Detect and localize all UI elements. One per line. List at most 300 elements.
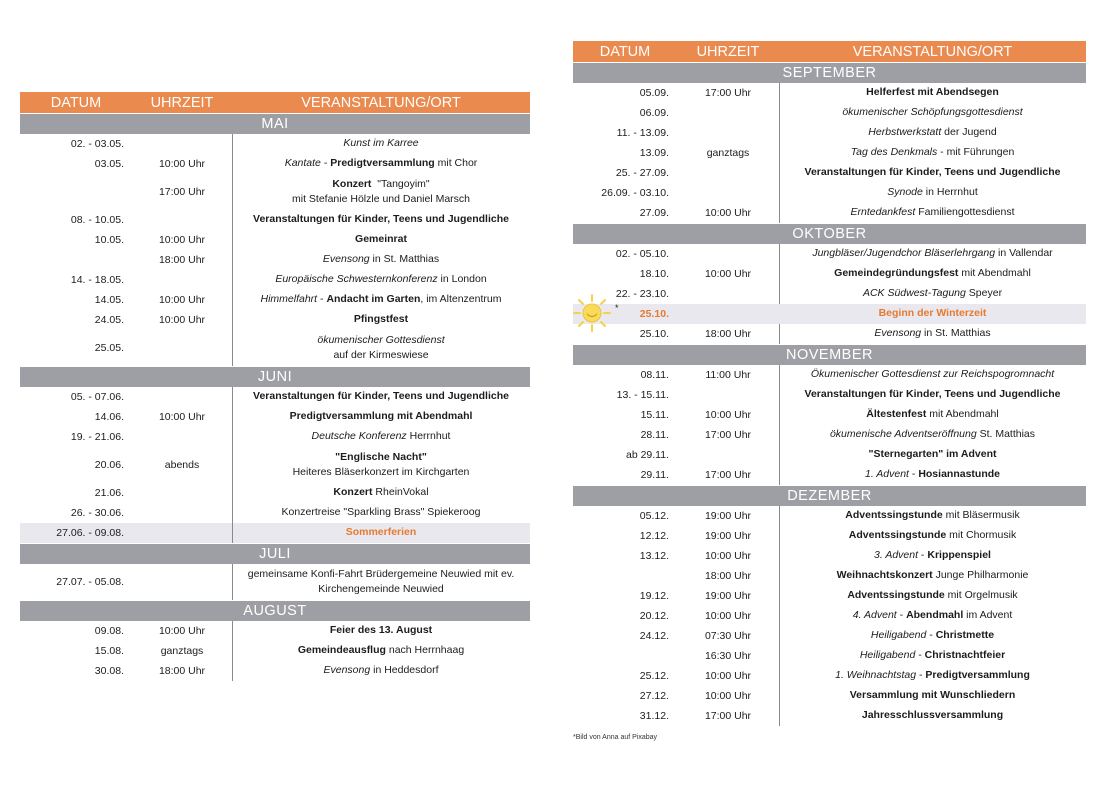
- event-title: [232, 567, 530, 597]
- event-text: Adventssingstunde: [848, 529, 947, 542]
- event-title: [779, 668, 1086, 683]
- event-title: [232, 272, 530, 287]
- event-text: Heiteres Bläserkonzert im Kirchgarten: [292, 466, 470, 478]
- event-time: 17:00 Uhr: [704, 87, 752, 99]
- event-text: Pfingstfest: [353, 313, 409, 326]
- event-text: Europäische Schwesternkonferenz: [275, 273, 438, 286]
- event-text: Deutsche Konferenz: [311, 430, 407, 443]
- event-row: [20, 427, 530, 447]
- event-row: [573, 566, 1086, 586]
- event-text: Herbstwerkstatt: [868, 126, 942, 139]
- event-row: [573, 405, 1086, 425]
- event-date: 27.09.: [639, 207, 669, 219]
- event-time: 10:00 Uhr: [704, 610, 752, 622]
- right-schedule-table: [573, 41, 1086, 726]
- event-line: [871, 628, 994, 643]
- event-date: 10.05.: [94, 234, 124, 246]
- event-text: der Jugend: [941, 126, 997, 139]
- event-line: [887, 185, 977, 200]
- column-divider: [779, 365, 780, 485]
- event-text: -: [317, 293, 327, 306]
- event-title: [232, 212, 530, 227]
- event-time: 10:00 Uhr: [158, 158, 206, 170]
- event-line: [275, 272, 486, 287]
- event-title: [779, 165, 1086, 180]
- event-line: [290, 409, 473, 424]
- event-row: [573, 465, 1086, 485]
- event-line: [332, 177, 429, 192]
- event-date: 03.05.: [94, 158, 124, 170]
- event-title: [779, 648, 1086, 663]
- event-title: [232, 485, 530, 500]
- header-datum: DATUM: [599, 43, 651, 60]
- event-text: in Herrnhut: [922, 186, 978, 199]
- event-text: nach Herrnhaag: [385, 644, 465, 657]
- month-rows: [20, 621, 530, 681]
- event-title: [232, 312, 530, 327]
- event-title: [232, 663, 530, 678]
- event-title: [232, 292, 530, 307]
- event-line: [805, 387, 1061, 402]
- event-date: 28.11.: [640, 429, 669, 441]
- event-line: [842, 105, 1022, 120]
- event-line: [845, 508, 1019, 523]
- event-title: [779, 367, 1086, 382]
- month-bar: SEPTEMBER: [573, 63, 1086, 83]
- event-line: [835, 668, 1030, 683]
- month-rows: [573, 83, 1086, 223]
- event-title: [779, 708, 1086, 723]
- event-text: Adventssingstunde: [847, 589, 945, 602]
- event-time: 18:00 Uhr: [704, 570, 752, 582]
- event-text: in St. Matthias: [921, 327, 991, 340]
- event-date: 26. - 30.06.: [70, 507, 124, 519]
- month-rows: [20, 564, 530, 600]
- event-line: [346, 525, 417, 540]
- event-text: Evensong: [874, 327, 922, 340]
- event-date: 19.12.: [639, 590, 669, 602]
- event-date: 11. - 13.09.: [616, 127, 669, 139]
- event-text: Predigtversammlung: [330, 157, 435, 170]
- event-title: [232, 156, 530, 171]
- event-row: [573, 706, 1086, 726]
- event-time: 19:00 Uhr: [704, 590, 752, 602]
- event-date: 19. - 21.06.: [70, 431, 124, 443]
- event-title: [779, 608, 1086, 623]
- month-bar: OKTOBER: [573, 224, 1086, 244]
- event-title: [232, 643, 530, 658]
- event-row: [20, 523, 530, 543]
- event-line: [862, 708, 1003, 723]
- event-line: [293, 465, 470, 480]
- event-title: [779, 85, 1086, 100]
- month-bar: JULI: [20, 544, 530, 564]
- event-text: Evensong: [323, 664, 371, 677]
- event-date: 05.09.: [639, 87, 669, 99]
- event-text: in Vallendar: [995, 247, 1053, 260]
- event-title: [779, 528, 1086, 543]
- event-row: [20, 503, 530, 523]
- event-row: [20, 564, 530, 600]
- event-text: "Tangoyim": [371, 177, 430, 190]
- event-time: 10:00 Uhr: [704, 409, 752, 421]
- footnote-star: *: [615, 303, 619, 313]
- event-text: mit Abendmahl: [958, 267, 1031, 280]
- event-line: [335, 450, 427, 465]
- event-text: Speyer: [965, 287, 1003, 300]
- event-title: [232, 429, 530, 444]
- event-date: 20.12.: [639, 610, 669, 622]
- event-text: Jungbläser/Jugendchor Bläserlehrgang: [812, 247, 996, 260]
- event-time: 10:00 Uhr: [158, 411, 206, 423]
- event-row: [573, 103, 1086, 123]
- event-text: Abendmahl: [906, 609, 964, 622]
- event-line: [874, 326, 990, 341]
- event-line: [312, 429, 451, 444]
- event-text: Veranstaltungen für Kinder, Teens und Jugendliche: [253, 390, 509, 403]
- event-text: in London: [437, 273, 487, 286]
- event-date: ab 29.11.: [625, 449, 669, 461]
- event-text: mit Bläsermusik: [942, 509, 1020, 522]
- table-header: [573, 41, 1086, 62]
- event-text: Gemeindeausflug: [297, 644, 386, 657]
- event-text: Hosiannastunde: [918, 468, 1000, 481]
- event-text: -: [915, 649, 925, 662]
- event-row: [20, 483, 530, 503]
- event-date: 09.08.: [94, 625, 124, 637]
- event-time: 10:00 Uhr: [704, 670, 752, 682]
- event-line: [860, 648, 1005, 663]
- event-title: [779, 688, 1086, 703]
- event-line: [851, 145, 1015, 160]
- event-row: [20, 210, 530, 230]
- event-date: 08. - 10.05.: [70, 214, 124, 226]
- event-row: [573, 385, 1086, 405]
- event-time: 17:00 Uhr: [704, 469, 752, 481]
- event-title: [779, 326, 1086, 341]
- header-veranstaltung: VERANSTALTUNG/ORT: [852, 43, 1013, 60]
- event-text: Gemeindegründungsfest: [834, 267, 959, 280]
- event-text: RheinVokal: [372, 486, 429, 499]
- event-time: ganztags: [160, 645, 204, 657]
- event-line: [868, 447, 996, 462]
- event-row: [573, 586, 1086, 606]
- month-rows: [20, 134, 530, 366]
- event-line: [879, 306, 987, 321]
- event-line: [317, 333, 444, 348]
- event-line: [318, 582, 444, 597]
- event-text: Adventssingstunde: [845, 509, 943, 522]
- event-title: [779, 548, 1086, 563]
- event-title: [779, 628, 1086, 643]
- event-line: [834, 266, 1031, 281]
- event-text: Tag des Denkmals: [850, 146, 938, 159]
- event-text: "Sternegarten" im Advent: [868, 448, 997, 461]
- event-text: Konzertreise "Sparkling Brass" Spiekeroog: [281, 506, 481, 519]
- event-title: [232, 409, 530, 424]
- event-row: [20, 330, 530, 366]
- event-date: 15.08.: [94, 645, 124, 657]
- event-text: auf der Kirmeswiese: [333, 349, 429, 361]
- event-text: mit Chor: [434, 157, 478, 170]
- event-text: Ältestenfest: [866, 408, 927, 421]
- event-text: Gemeinrat: [355, 233, 407, 246]
- event-date: 12.12.: [639, 530, 669, 542]
- event-row: [20, 230, 530, 250]
- event-time: ganztags: [706, 147, 750, 159]
- event-time: 11:00 Uhr: [705, 369, 751, 381]
- event-date: 25. - 27.09.: [615, 167, 669, 179]
- event-time: 17:00 Uhr: [704, 429, 752, 441]
- event-line: [343, 136, 418, 151]
- event-text: Ökumenischer Gottesdienst zur Reichspogromnacht: [810, 368, 1055, 381]
- event-line: [285, 156, 478, 171]
- event-text: Veranstaltungen für Kinder, Teens und Jugendliche: [253, 213, 509, 226]
- event-row: [573, 365, 1086, 385]
- event-date: 02. - 03.05.: [70, 138, 124, 150]
- event-date: 31.12.: [639, 710, 669, 722]
- event-row: [573, 666, 1086, 686]
- event-date: 14.05.: [94, 294, 124, 306]
- event-line: [253, 389, 509, 404]
- sun-icon: [572, 293, 612, 333]
- event-line: [837, 568, 1029, 583]
- event-date: 24.05.: [94, 314, 124, 326]
- event-text: mit Orgelmusik: [944, 589, 1018, 602]
- event-title: [779, 508, 1086, 523]
- event-line: [333, 485, 428, 500]
- event-row: [573, 425, 1086, 445]
- event-line: [849, 528, 1016, 543]
- event-text: St. Matthias: [976, 428, 1036, 441]
- event-row: [573, 526, 1086, 546]
- event-time: 10:00 Uhr: [704, 207, 752, 219]
- event-row: [20, 641, 530, 661]
- event-text: Veranstaltungen für Kinder, Teens und Jugendliche: [804, 166, 1061, 179]
- event-title: [779, 286, 1086, 301]
- event-date: 05.12.: [639, 510, 669, 522]
- event-text: in Heddesdorf: [370, 664, 439, 677]
- event-row: [20, 174, 530, 210]
- event-line: [874, 548, 991, 563]
- event-time: abends: [164, 459, 200, 471]
- header-uhrzeit: UHRZEIT: [696, 43, 760, 60]
- event-text: in St. Matthias: [369, 253, 440, 266]
- event-text: ökumenische Adventseröffnung: [829, 428, 977, 441]
- event-title: [779, 266, 1086, 281]
- event-row: [20, 621, 530, 641]
- event-text: -: [916, 669, 926, 682]
- event-text: mit Chormusik: [946, 529, 1017, 542]
- event-title: [232, 450, 530, 480]
- event-text: Andacht im Garten: [326, 293, 421, 306]
- event-line: [830, 427, 1035, 442]
- event-text: Feier des 13. August: [329, 624, 433, 637]
- event-text: Sommerferien: [345, 526, 417, 539]
- event-text: Weihnachtskonzert: [836, 569, 933, 582]
- event-line: [253, 212, 509, 227]
- event-time: 19:00 Uhr: [704, 530, 752, 542]
- event-text: - mit Führungen: [937, 146, 1015, 159]
- event-line: [261, 292, 502, 307]
- event-line: [333, 348, 428, 363]
- event-title: [779, 447, 1086, 462]
- event-row: [20, 250, 530, 270]
- event-title: [232, 505, 530, 520]
- event-date: 05. - 07.06.: [70, 391, 124, 403]
- event-text: Heiligabend: [870, 629, 927, 642]
- event-line: [865, 467, 1000, 482]
- event-time: 18:00 Uhr: [158, 254, 206, 266]
- event-row: [20, 134, 530, 154]
- event-row: [573, 143, 1086, 163]
- column-divider: [232, 564, 233, 600]
- event-title: [779, 568, 1086, 583]
- month-bar: MAI: [20, 114, 530, 134]
- event-text: Heiligabend: [859, 649, 916, 662]
- event-row: [20, 270, 530, 290]
- event-line: [805, 165, 1061, 180]
- event-title: [779, 125, 1086, 140]
- event-text: Erntedankfest: [850, 206, 916, 219]
- header-datum: DATUM: [50, 94, 102, 111]
- event-text: gemeinsame Konfi-Fahrt Brüdergemeine Neuwied mit ev.: [247, 567, 515, 580]
- event-time: 10:00 Uhr: [158, 625, 206, 637]
- event-text: Evensong: [322, 253, 370, 266]
- event-text: Kantate: [284, 157, 321, 170]
- event-title: [779, 387, 1086, 402]
- event-line: [282, 505, 481, 520]
- event-row: [573, 123, 1086, 143]
- event-date: 13. - 15.11.: [616, 389, 669, 401]
- event-text: -: [908, 468, 919, 481]
- event-row: [20, 290, 530, 310]
- event-date: 14.06.: [94, 411, 124, 423]
- event-row: [573, 646, 1086, 666]
- event-line: [866, 407, 998, 422]
- event-line: [866, 85, 999, 100]
- event-text: , im Altenzentrum: [420, 293, 502, 306]
- event-line: [811, 367, 1054, 382]
- event-line: [868, 125, 996, 140]
- event-text: ökumenischer Schöpfungsgottesdienst: [842, 106, 1023, 119]
- event-title: [779, 306, 1086, 321]
- event-date: 25.10.: [639, 308, 669, 320]
- event-title: [232, 136, 530, 151]
- event-text: "Englische Nacht": [335, 450, 427, 463]
- event-date: 21.06.: [94, 487, 124, 499]
- event-text: im Advent: [963, 609, 1013, 622]
- event-row: [20, 387, 530, 407]
- month-rows: [573, 365, 1086, 485]
- event-line: [355, 232, 407, 247]
- event-date: 25.05.: [94, 342, 124, 354]
- event-line: [812, 246, 1052, 261]
- event-date: 14. - 18.05.: [70, 274, 124, 286]
- event-date: 02. - 05.10.: [615, 248, 669, 260]
- event-text: mit Stefanie Hölzle und Daniel Marsch: [292, 193, 470, 205]
- event-row: [573, 445, 1086, 465]
- event-time: 18:00 Uhr: [158, 665, 206, 677]
- month-bar: DEZEMBER: [573, 486, 1086, 506]
- event-row: [20, 407, 530, 427]
- event-text: 4. Advent: [852, 609, 897, 622]
- event-row: [573, 546, 1086, 566]
- event-title: [779, 427, 1086, 442]
- event-text: Veranstaltungen für Kinder, Teens und Jugendliche: [804, 388, 1061, 401]
- event-date: 15.11.: [640, 409, 669, 421]
- event-text: Familiengottesdienst: [915, 206, 1015, 219]
- event-line: [298, 643, 464, 658]
- event-title: [779, 185, 1086, 200]
- event-title: [779, 145, 1086, 160]
- header-veranstaltung: VERANSTALTUNG/ORT: [301, 94, 461, 111]
- event-date: 13.12.: [639, 550, 669, 562]
- event-row: [573, 324, 1086, 344]
- event-text: Synode: [887, 186, 923, 199]
- event-text: Predigtversammlung: [925, 669, 1030, 682]
- column-divider: [232, 621, 233, 681]
- event-date: 27.12.: [639, 690, 669, 702]
- event-row: [573, 244, 1086, 264]
- event-title: [779, 205, 1086, 220]
- event-title: [779, 105, 1086, 120]
- event-time: 10:00 Uhr: [704, 550, 752, 562]
- event-text: Konzert: [332, 177, 372, 190]
- event-row: [573, 83, 1086, 103]
- event-text: Christmette: [935, 629, 995, 642]
- event-time: 10:00 Uhr: [158, 234, 206, 246]
- event-date: 25.10.: [639, 328, 669, 340]
- month-bar: JUNI: [20, 367, 530, 387]
- event-text: -: [896, 609, 907, 622]
- month-bar: AUGUST: [20, 601, 530, 621]
- event-title: [232, 623, 530, 638]
- event-text: Predigtversammlung mit Abendmahl: [289, 410, 473, 423]
- event-title: [779, 246, 1086, 261]
- event-title: [779, 467, 1086, 482]
- column-divider: [779, 244, 780, 344]
- table-header: [20, 92, 530, 113]
- event-row: [573, 203, 1086, 223]
- event-row: [573, 163, 1086, 183]
- event-text: Jahresschlussversammlung: [861, 709, 1004, 722]
- event-date: 13.09.: [639, 147, 669, 159]
- event-text: Junge Philharmonie: [932, 569, 1029, 582]
- event-row: [573, 686, 1086, 706]
- event-date: 06.09.: [639, 107, 669, 119]
- event-line: [248, 567, 515, 582]
- event-text: Himmelfahrt: [260, 293, 318, 306]
- event-row: [573, 304, 1086, 324]
- event-date: 29.11.: [640, 469, 669, 481]
- column-divider: [232, 134, 233, 366]
- event-title: [232, 252, 530, 267]
- event-text: 3. Advent: [874, 549, 919, 562]
- event-line: [324, 663, 439, 678]
- event-text: Konzert: [333, 486, 373, 499]
- event-text: -: [926, 629, 936, 642]
- event-title: [779, 588, 1086, 603]
- event-time: 10:00 Uhr: [704, 690, 752, 702]
- column-divider: [779, 83, 780, 223]
- event-date: 25.12.: [639, 670, 669, 682]
- event-text: -: [918, 549, 928, 562]
- event-text: ACK Südwest-Tagung: [862, 287, 966, 300]
- event-line: [323, 252, 439, 267]
- event-line: [354, 312, 408, 327]
- event-title: [232, 333, 530, 363]
